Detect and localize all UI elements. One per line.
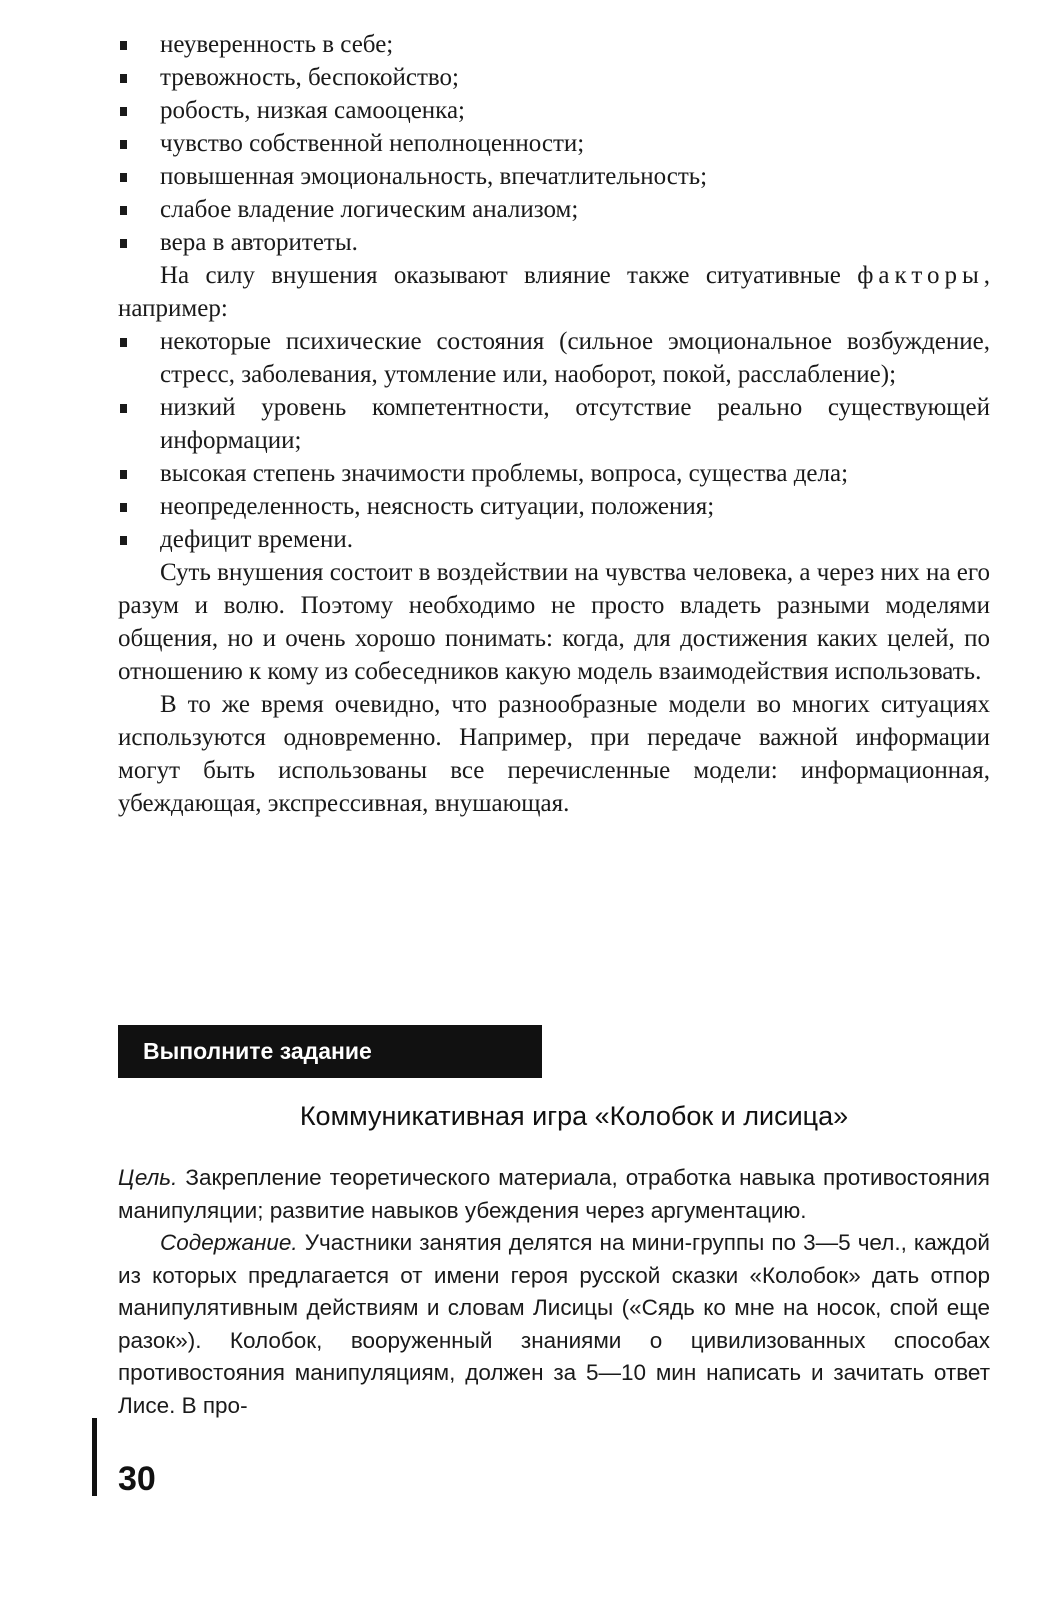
bullet-icon xyxy=(120,74,127,83)
list-item-text: неуверенность в себе; xyxy=(160,31,394,58)
bullet-icon xyxy=(120,470,127,479)
situational-intro xyxy=(118,259,990,325)
game-title: Коммуникативная игра «Колобок и лисица» xyxy=(299,1101,849,1131)
bullet-icon xyxy=(120,107,127,116)
game-description xyxy=(118,1162,990,1422)
factor-list xyxy=(118,28,990,820)
content-text: Участники занятия делятся на мини-группы по 3—5 чел., каждой из которых предлагается от имени героя русской сказки «Колобок» дать отпор манипулятивным действиям и словам Лисицы («Сядь ко мне на носок, спой еще разок»). Колобок, вооруженный знаниями о цивилизованных способах противостояния манипуляциям, должен за 5—10 мин написать и зачитать ответ Лисе. В про- xyxy=(118,1230,990,1418)
list-item xyxy=(118,61,990,94)
list-item xyxy=(118,391,990,457)
bullet-icon xyxy=(120,140,127,149)
bullet-icon xyxy=(120,206,127,215)
intro-emphasis: факторы xyxy=(857,262,984,289)
list-item xyxy=(118,160,990,193)
content-paragraph xyxy=(118,1227,990,1422)
goal-label: Цель. xyxy=(118,1165,178,1190)
page-number: 30 xyxy=(118,1460,156,1498)
goal-text: Закрепление теоретического материала, отработка навыка противостояния манипуляции; развитие навыков убеждения через аргументацию. xyxy=(118,1165,990,1223)
intro-text-end: , например: xyxy=(118,262,990,322)
list-item xyxy=(118,325,990,391)
list-item-text: слабое владение логическим анализом; xyxy=(160,196,579,223)
bullet-icon xyxy=(120,503,127,512)
margin-bar xyxy=(92,1418,97,1496)
list-item xyxy=(118,490,990,523)
list-item-text: низкий уровень компетентности, отсутствие реально существующей информации; xyxy=(160,394,990,454)
list-item xyxy=(118,226,990,259)
list-item xyxy=(118,127,990,160)
task-banner: Выполните задание xyxy=(118,1025,542,1078)
content-label: Содержание. xyxy=(160,1230,298,1255)
list-item xyxy=(118,523,990,556)
list-item xyxy=(118,28,990,61)
list-item-text: тревожность, беспокойство; xyxy=(160,64,459,91)
list-item-text: повышенная эмоциональность, впечатлительность; xyxy=(160,163,708,190)
list-item-text: неопределенность, неясность ситуации, положения; xyxy=(160,493,715,520)
intro-text: На силу внушения оказывают влияние также ситуативные xyxy=(160,262,858,289)
list-item xyxy=(118,94,990,127)
goal-paragraph xyxy=(118,1162,990,1227)
list-item-text: вера в авторитеты. xyxy=(160,229,358,256)
bullet-icon xyxy=(120,338,127,347)
list-item-text: чувство собственной неполноценности; xyxy=(160,130,585,157)
intro-paragraph xyxy=(118,259,990,325)
body-paragraph: Суть внушения состоит в воздействии на чувства человека, а через них на его разум и волю. Поэтому необходимо не просто владеть разными моделями общения, но и очень хорошо понимать: когда, для достижения каких целей, по отношению к кому из собеседников какую модель взаимодействия использовать. xyxy=(118,559,990,685)
body-paragraphs xyxy=(118,556,990,820)
list-item-text: некоторые психические состояния (сильное эмоциональное возбуждение, стресс, заболевания, утомление или, наоборот, покой, расслабление); xyxy=(160,328,990,388)
list-item-text: высокая степень значимости проблемы, вопроса, существа дела; xyxy=(160,460,849,487)
list-item xyxy=(118,193,990,226)
bullet-icon xyxy=(120,173,127,182)
list-item-text: робость, низкая самооценка; xyxy=(160,97,465,124)
bullet-icon xyxy=(120,404,127,413)
bullet-icon xyxy=(120,41,127,50)
bullet-icon xyxy=(120,536,127,545)
body-paragraph: В то же время очевидно, что разнообразные модели во многих ситуациях используются одновременно. Например, при передаче важной информации могут быть использованы все перечисленные модели: информационная, убеждающая, экспрессивная, внушающая. xyxy=(118,691,990,817)
list-item-text: дефицит времени. xyxy=(160,526,353,553)
list-item xyxy=(118,457,990,490)
bullet-icon xyxy=(120,239,127,248)
